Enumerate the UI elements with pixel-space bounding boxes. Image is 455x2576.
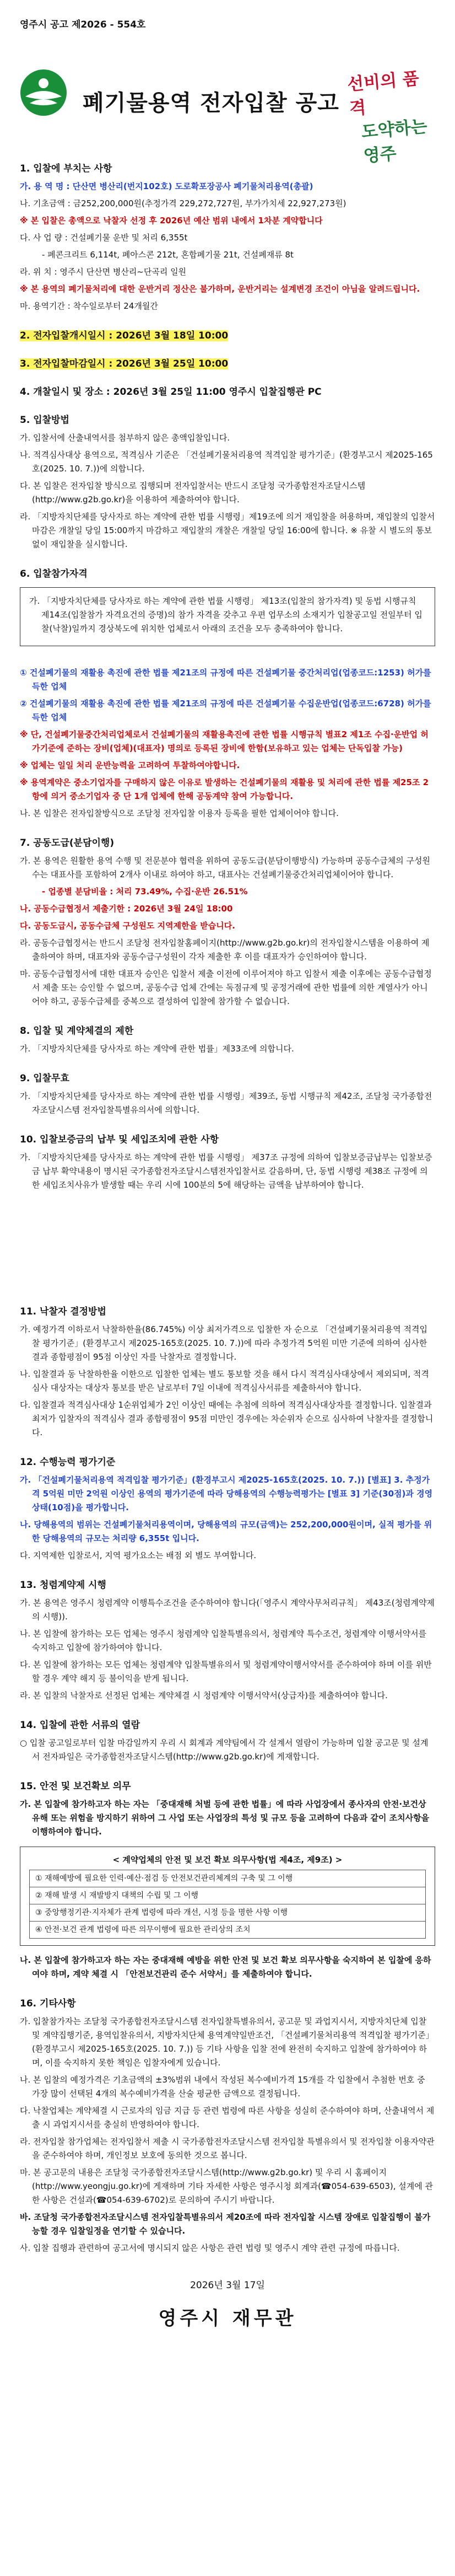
qualification-intro: 가. 「지방자치단체를 당사자로 하는 계약에 관한 법률 시행령」 제13조(입찰의 참가자격) 및 동법 시행규칙 제14조(입찰참가 자격요건의 증명)의 참가 자격을 갖추고 우편 업무소의 소재지가 입찰공고일 전일부터 입찰(낙찰)일까지 경상북도에 위치한 업체로서 아래의 조건을 모두 충족하여야 합니다. — [29, 596, 422, 634]
section-title: 4. 개찰일시 및 장소 : 2026년 3월 25일 11:00 영주시 입찰집행관 PC — [20, 387, 322, 398]
misc-item: 바. 조달청 국가종합전자조달시스템 전자입찰특별유의서 제20조에 따라 전자입찰 시스템 장애로 입찰집행이 불가능할 경우 입찰일정을 연기할 수 있습니다. — [20, 2212, 431, 2236]
joint-deadline: 나. 공동수급협정서 제출기한 : 2026년 3월 24일 18:00 — [20, 904, 233, 914]
section-title: 15. 안전 및 보건확보 의무 — [20, 1781, 131, 1792]
yeongju-logo-icon — [20, 69, 67, 116]
misc-item: 라. 전자입찰 참가업체는 전자입찰서 제출 시 국가종합전자조달시스템 전자입찰 특별유의서 및 전자입찰 이용자약관을 준수하여야 하며, 개인정보 보호에 동의한 것으로 봅니다. — [20, 2137, 435, 2160]
joint-contract: 라. 공동수급협정서는 반드시 조달청 전자입찰홈페이지(http://www.g2b.go.kr)의 전자입찰시스템을 이용하여 제출하여야 하며, 대표자와 공동수급구성원이 각자 제출한 후 이를 대표자가 승인하여야 합니다. — [20, 938, 430, 962]
evaluation-criteria: 가. 「건설폐기물처리용역 적격입찰 평가기준」(환경부고시 제2025-165호(2025. 10. 7.)) [별표] 3. 추정가격 5억원 미만 2억원 이상인 용역의 평가기준에 따라 당해용역의 수행능력평가는 [별표 3] 기준(30점)과 경영상태(10점)을 평가합니다. — [20, 1475, 433, 1512]
qualification-note: ※ 용역계약은 중소기업자를 구매하지 않은 이유로 발생하는 건설폐기물의 재활용 및 처리에 관한 법률 제25조 2항에 의거 중소기업자 중 단 1개 업체에 한해 공동계약 참여 가능합니다. — [20, 777, 429, 801]
section-title: 11. 낙찰자 결정방법 — [20, 1306, 106, 1317]
safety-table-title: < 계약업체의 안전 및 보건 확보 의무사항(법 제4조, 제9조) > — [112, 1855, 343, 1865]
section-title: 12. 수행능력 평가기준 — [20, 1457, 116, 1468]
joint-region-limit: 다. 공동도급시, 공동수급체 구성원도 지역제한을 받습니다. — [20, 921, 235, 931]
safety-duty: 나. 본 입찰에 참가하고자 하는 자는 중대재해 예방을 위한 안전 및 보건 확보 의무사항을 숙지하여 본 입찰에 응하여야 하며, 계약 체결 시 「안전보건관리 준수 서약서」를 제출하여야 합니다. — [20, 1955, 431, 1979]
misc-item: 다. 낙찰업체는 계약체결 시 근로자의 임금 지급 등 관련 법령에 따른 사항을 성실히 준수하여야 하며, 산출내역서 제출 시 과업지시서를 충실히 반영하여야 합니다. — [20, 2106, 435, 2129]
table-cell: ④ 안전·보건 관계 법령에 따른 의무이행에 필요한 관리상의 조치 — [30, 1922, 426, 1939]
misc-item: 사. 입찰 집행과 관련하여 공고서에 명시되지 않은 사항은 관련 법령 및 영주시 계약 관련 규정에 따릅니다. — [20, 2243, 400, 2253]
issuer-name: 영주시 재무관 — [158, 2307, 297, 2330]
section-title: 8. 입찰 및 계약체결의 제한 — [20, 1026, 134, 1037]
bid-method: 다. 본 입찰은 전자입찰 방식으로 집행되며 전자입찰서는 반드시 조달청 국가종합전자조달시스템(http://www.g2b.go.kr)을 이용하여 제출하여야 합니다. — [20, 481, 366, 505]
section-title: 14. 입찰에 관한 서류의 열람 — [20, 1720, 140, 1731]
section-title: 2. 전자입찰개시일시 : 2026년 3월 18일 10:00 — [20, 330, 229, 341]
slogan-line-1: 선비의 품격 — [346, 68, 420, 119]
notice-date: 2026년 3월 17일 — [190, 2280, 265, 2291]
project-name: 가. 용 역 명 : 단산면 병산리(번지102호) 도로확포장공사 폐기물처리용역(총괄) — [20, 181, 313, 191]
section-title: 7. 공동도급(분담이행) — [20, 838, 115, 849]
notice-body — [0, 160, 455, 2330]
work-quantity: 다. 사 업 량 : 건설폐기물 운반 및 처리 6,355t — [20, 233, 188, 243]
safety-duty: 가. 본 입찰에 참가하고자 하는 자는 「중대재해 처벌 등에 관한 법률」에 따라 사업장에서 종사자의 안전·보건상 유해 또는 위험을 방지하기 위하여 그 사업 또는 사업장의 특성 및 규모 등을 고려하여 다음과 같이 조치사항을 이행하여야 합니다. — [20, 1799, 430, 1837]
city-slogan — [346, 66, 437, 169]
integrity-contract: 다. 본 입찰에 참가하는 모든 업체는 청렴계약 입찰특별유의서 및 청렴계약이행서약서를 준수하여야 하며 이를 위반할 경우 계약 해지 등 불이익을 받게 됩니다. — [20, 1660, 432, 1683]
bid-method: 나. 적격심사대상 용역으로, 적격심사 기준은 「건설폐기물처리용역 적격입찰 평가기준」(환경부고시 제2025-165호(2025. 10. 7.))에 의합니다. — [20, 450, 433, 474]
share-ratio: - 업종별 분담비율 : 처리 73.49%, 수집·운반 26.51% — [42, 887, 248, 897]
section-title: 13. 청렴계약제 시행 — [20, 1580, 106, 1591]
misc-item: 가. 입찰참가자는 조달청 국가종합전자조달시스템 전자입찰특별유의서, 공고문 및 과업지시서, 지방자치단체 입찰 및 계약집행기준, 용역입찰유의서, 지방자치단체 용역계약일반조건, 「건설폐기물처리용역 적격입찰 평가기준」(환경부고시 제2025-165호(2025. 10. 7.)) 등 기타 사항을 입찰 전에 완전히 숙지하고 입찰에 참가하여야 하며, 이를 숙지하지 못한 책임은 입찰자에게 있습니다. — [20, 2016, 434, 2068]
table-row — [30, 1904, 426, 1922]
award-method: 가. 예정가격 이하로서 낙찰하한율(86.745%) 이상 최저가격으로 입찰한 자 순으로 「건설폐기물처리용역 적격입찰 평가기준」(환경부고시 제2025-165호(2025. 10. 7.))에 따라 추정가격 5억원 미만 기준에 의하여 심사한 결과 종합평점이 95점 이상인 자를 낙찰자로 결정합니다. — [20, 1324, 427, 1362]
note-line: ※ 본 입찰은 총액으로 낙찰자 선정 후 2026년 예산 범위 내에서 1차분 계약합니다 — [20, 216, 323, 226]
evaluation-criteria: 다. 지역제한 입찰로서, 지역 평가요소는 배점 외 별도 부여합니다. — [20, 1550, 257, 1560]
notice-number: 영주시 공고 제2026 - 554호 — [20, 19, 146, 30]
bid-method: 라. 「지방자치단체를 당사자로 하는 계약에 관한 법률 시행령」제19조에 의거 재입찰을 허용하며, 재입찰의 입찰서 마감은 개찰일 당일 15:00까지 마감하고 재입찰의 개찰은 개찰일 당일 16:00에 합니다. ※ 유찰 시 별도의 통보 없이 재입찰을 실시합니다. — [20, 512, 435, 549]
evaluation-criteria: 나. 당해용역의 범위는 건설폐기물처리용역이며, 당해용역의 규모(금액)는 252,200,000원이며, 실적 평가를 위한 당해용역의 규모는 처리량 6,355t 입니다. — [20, 1520, 432, 1543]
section-title: 16. 기타사항 — [20, 1998, 76, 2009]
integrity-contract: 라. 본 입찰의 낙찰자로 선정된 업체는 계약체결 시 청렴계약 이행서약서(상급자)를 제출하여야 합니다. — [20, 1690, 388, 1700]
table-row — [30, 1887, 426, 1904]
bid-bond-text: 가. 「지방자치단체를 당사자로 하는 계약에 관한 법률 시행령」 제37조 규정에 의하여 입찰보증금납부는 입찰보증금 납부 확약내용이 명시된 국가종합전자조달시스템전자입찰서로 갈음하며, 단, 동법 시행령 제38조 규정에 의한 세입조치사유가 발생할 때는 우리 시에 100분의 5에 해당하는 금액을 납부하여야 합니다. — [20, 1152, 432, 1190]
safety-table — [29, 1870, 426, 1939]
section-title: 3. 전자입찰마감일시 : 2026년 3월 25일 10:00 — [20, 358, 229, 369]
slogan-line-2: 도약하는 영주 — [360, 116, 429, 167]
table-row — [30, 1870, 426, 1887]
bid-method: 가. 입찰서에 산출내역서를 첨부하지 않은 총액입찰입니다. — [20, 433, 230, 443]
integrity-contract: 가. 본 용역은 영주시 청렴계약 이행특수조건을 준수하여야 합니다(「영주시 계약사무처리규칙」 제43조(청렴계약제의 시행)). — [20, 1598, 435, 1622]
note-line: ※ 본 용역의 폐기물처리에 대한 운반거리 정산은 불가하며, 운반거리는 설계변경 조건이 아님을 알려드립니다. — [20, 284, 420, 294]
qualification-box — [20, 587, 435, 646]
document-viewing: ○ 입찰 공고일로부터 입찰 마감일까지 우리 시 회계과 계약팀에서 각 설계서 열람이 가능하며 입찰 공고문 및 설계서 전자파일은 국가종합전자조달시스템(http://www.g2b.go.kr)에 게재합니다. — [20, 1738, 429, 1762]
section-title: 1. 입찰에 부치는 사항 — [20, 163, 112, 174]
joint-contract: 마. 공동수급협정서에 대한 대표자 승인은 입찰서 제출 이전에 이루어져야 하고 입찰서 제출 이후에는 공동수급협정서 제출 또는 승인할 수 없으며, 공동수급 업체 간에는 독점규제 및 공정거래에 관한 법률에 의한 계열사가 아니어야 하고, 공동수급체를 중복으로 결성하여 입찰에 참가할 수 없습니다. — [20, 969, 432, 1006]
notice-header — [0, 30, 455, 167]
safety-duty-box — [20, 1847, 435, 1946]
qualification-note: ※ 단, 건설폐기물중간처리업체로서 건설폐기물의 재활용촉진에 관한 법률 시행규칙 별표2 제1조 수집·운반업 허가기준에 준하는 장비(업체)(대표자) 명의로 등록된 장비에 한함(보유하고 있는 업체는 단독입찰 가능) — [20, 729, 429, 753]
invalid-bid-text: 가. 「지방자치단체를 당사자로 하는 계약에 관한 법률 시행령」제39조, 동법 시행규칙 제42조, 조달청 국가종합전자조달시스템 전자입찰특별유의서에 의합니다. — [20, 1091, 432, 1115]
location: 라. 위 치 : 영주시 단산면 병산리~단곡리 일원 — [20, 267, 187, 277]
section-title: 9. 입찰무효 — [20, 1073, 69, 1084]
qualification-item: ② 건설폐기물의 재활용 촉진에 관한 법률 제21조의 규정에 따른 건설폐기물 수집운반업(업종코드:6728) 허가를 득한 업체 — [20, 699, 431, 722]
joint-contract: 가. 본 용역은 원활한 용역 수행 및 전문분야 협력을 위하여 공동도급(분담이행방식) 가능하며 공동수급체의 구성원 수는 대표사를 포함하여 2개사 이내로 하여야 하고, 대표사는 건설폐기물중간처리업체이어야 합니다. — [20, 856, 431, 879]
section-title: 6. 입찰참가자격 — [20, 568, 88, 579]
misc-item: 마. 본 공고문의 내용은 조달청 국가종합전자조달시스템(http://www.g2b.go.kr) 및 우리 시 홈페이지(http://www.yeongju.go.kr)에 게재하며 기타 자세한 사항은 영주시청 회계과(☎054-639-6503), 설계에 관한 사항은 건설과(☎054-639-6702)로 문의하여 주시기 바랍니다. — [20, 2167, 433, 2205]
section-title: 5. 입찰방법 — [20, 415, 69, 426]
section-title: 10. 입찰보증금의 납부 및 세입조치에 관한 사항 — [20, 1134, 219, 1145]
table-cell: ③ 중앙행정기관·지자체가 관계 법령에 따라 개선, 시정 등을 명한 사항 이행 — [30, 1904, 426, 1922]
restriction-text: 가. 「지방자치단체를 당사자로 하는 계약에 관한 법률」제33조에 의합니다. — [20, 1044, 294, 1054]
page-title: 폐기물용역 전자입찰 공고 — [83, 90, 339, 116]
table-cell: ① 재해예방에 필요한 인력·예산·점검 등 안전보건관리체계의 구축 및 그 이행 — [30, 1870, 426, 1887]
award-method: 다. 입찰결과 적격심사대상 1순위업체가 2인 이상인 때에는 추첨에 의하여 적격심사대상자를 결정합니다. 입찰결과 최저가 입찰자의 적격심사 결과 종합평점이 95점 미만인 경우에는 차순위자 순으로 심사하여 낙찰자를 결정합니다. — [20, 1400, 434, 1437]
qualification-item: 나. 본 입찰은 전자입찰방식으로 조달청 전자입찰 이용자 등록을 필한 업체이어야 합니다. — [20, 808, 339, 818]
service-period: 마. 용역기간 : 착수일로부터 24개월간 — [20, 301, 158, 311]
table-cell: ② 재해 발생 시 재발방지 대책의 수립 및 그 이행 — [30, 1887, 426, 1904]
qualification-item: ① 건설폐기물의 재활용 촉진에 관한 법률 제21조의 규정에 따른 건설폐기물 중간처리업(업종코드:1253) 허가를 득한 업체 — [20, 668, 431, 691]
work-quantity-detail: - 폐콘크리트 6,114t, 폐아스콘 212t, 혼합폐기물 21t, 건설폐재류 8t — [42, 250, 294, 260]
misc-item: 나. 본 입찰의 예정가격은 기초금액의 ±3%범위 내에서 작성된 복수예비가격 15개를 각 입찰에서 추첨한 번호 중 가장 많이 선택된 4개의 복수예비가격을 산술 평균한 금액으로 결정됩니다. — [20, 2075, 425, 2099]
award-method: 나. 입찰결과 동 낙찰하한율 이한으로 입찰한 업체는 별도 통보할 것을 해서 다시 적격심사대상에서 제외되며, 적격심사 대상자는 대상자 통보를 받은 날로부터 7일 이내에 적격심사서류를 제출하셔야 합니다. — [20, 1369, 429, 1393]
integrity-contract: 나. 본 입찰에 참가하는 모든 업체는 영주시 청렴계약 입찰특별유의서, 청렴계약 특수조건, 청렴계약 이행서약서를 숙지하고 입찰에 참가하여야 합니다. — [20, 1629, 427, 1652]
table-row — [30, 1922, 426, 1939]
qualification-note: ※ 업체는 일일 처리 운반능력을 고려하여 투찰하여야합니다. — [20, 760, 240, 770]
base-amount: 나. 기초금액 : 금252,200,000원(추정가격 229,272,727원, 부가가치세 22,927,273원) — [20, 198, 346, 208]
